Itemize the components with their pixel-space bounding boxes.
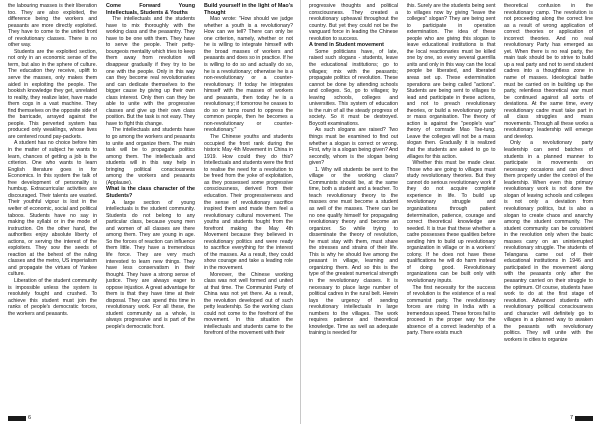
body-paragraph: progressive thoughts and political consciousness. They created a revolutionary upheaval throughout the country. But yet they could not be the vanguard force in leading the Chinese revolution to success.: [309, 3, 398, 42]
body-paragraph: Some politicians have, of late, raised such slogans - students, leave the educational institutions; go to villages; mix with the peasants; propagate politics of revolution. These cannot be done by attending schools and colleges. So, go to villages; by leaving schools, colleges and universities. This system of education is the ruin of all the steady progress of society. So it must be destroyed. Boycott examinations.: [309, 48, 398, 127]
body-paragraph: A large section of young intellectuals is the student community. Students do not belong to any particular class, because young men and women of all classes are there among them. They are young in age. So the forces of reaction can influence them little. They have a tremendous life force. They are very much interested to learn new things. They have less conservatism in their thought. They have a strong sense of justice. They are always eager to oppose injustice. A great advantage for them is that they have time at their disposal. They can spend this time in revolutionary work. For all these, the student community as a whole, is always progressive and is part of the people's democratic front.: [106, 199, 195, 330]
right-column-3: [504, 3, 593, 408]
body-paragraph: The intellectuals and students have to go among the workers and peasants to unite and organize them. The main task will be to propagate politics among them. The intellectuals and students will in this way help in bringing political consciousness among the workers and peasants (Applause).: [106, 127, 195, 186]
right-column-2: [407, 3, 496, 408]
body-paragraph: this. Surely are the students being sent to villages now by giving "leave the colleges" slogan? They are being sent to participate in operation extermination. The idea of these people who are giving this slogan to leave educational institutions is that the local reactionaries must be killed one by one, so every several guerrilla units and only in this way can the local people be liberated, and liberated areas set up. These extermination operations are being called "actions". Students are being sent to villages to lead and participate in these actions, and not to preach revolutionary theories, or build a revolutionary party or mass organisation. The theory of action is against the "people's war" theory of comrade Mao Tse-tung. Leave the colleges will not be a mass slogan then. Gradually it is realized that the students are asked to go to villages for this action.: [406, 3, 496, 160]
body-paragraph: As such slogans are raised? Two things must be examined to find out whether a slogan is correct or wrong. First, why is a slogan being given? And secondly, whom is the slogan being given?: [309, 127, 398, 167]
section-heading: Come Forward Young Intellectuals, Students & Youths: [106, 3, 195, 16]
left-page-number: [8, 415, 31, 421]
right-page-columns: [309, 3, 593, 408]
right-page-number: [570, 415, 593, 421]
right-page: [300, 0, 600, 424]
body-paragraph: theoretical confusion in the revolutionary camp. The revolution is not proceeding along the correct line as a result of wrong application of correct theories or application of incorrect theories. And no real revolutionary Party has emerged as yet. When there is no real party, the main task should be to strive to build up a real party and not to send student cadres into a thoughtless zone in name of masses. Ideological battle must be carried on in building up the party, relentless theoretical war must be continued against all sorts of deviations. At the same time, every revolutionary cadre must take part in all class struggles and mass movements. Through all these works a revolutionary leadership will emerge and develop.: [504, 3, 593, 140]
body-paragraph: The intellectuals and the students have to mix thoroughly with the working class and the peasantry. They have to be one with them. They have to serve the people. Their petty-bourgeois mentality which tries to keep them away from revolution will disappear gradually if they try to be one with the people. Only in this way can they become real revolutionaries and can dedicate themselves to the bigger cause by giving up their own class interest. Only then can they be able to unite with the progressive classes and give up their own class position. But the task is not easy. They have to fight this change.: [106, 16, 195, 127]
body-paragraph: A student has no choice before him in the matter of subject he wants to learn, chances of getting a job is the criterion. One who wants to learn English literature goes in for Economics. In this system the talk of free development of personality is humbug. Extracurricular activities are discouraged. Their talents are wasted. Their youthful vigour is lost in the welter of economic, social and political taboos. Students have no say in making the syllabi or in the mode of instruction. On the other hand, the authorities enjoy absolute liberty of actions, or serving the interest of the exploiters. They sow the seeds of reaction at the behest of the ruling classes and the metro, US imperialism and propagate the virtues of Yankee culture.: [8, 140, 97, 278]
body-paragraph: Liberation of the student community is impossible unless the system is resolutely fought and crushed. To achieve this student must join the ranks of people's democratic forces, the workers and peasants.: [8, 277, 97, 317]
section-heading: Build yourself in the light of Mao's Thought: [204, 3, 293, 16]
section-heading: What is the class character of the Students?: [106, 186, 195, 199]
body-paragraph: Only a revolutionary party leadership can send batches of students in a planned manner to participate in movements on necessary occasions and can direct them properly under the control of the leadership. When even this primary revolutionary work is not done the slogan of leaving schools and colleges is not only a deviation from revolutionary politics, but is also a slogan to create chaos and anarchy among the student community. The student community can be consistent in the revolution only when the basic masses carry on an uninterrupted revolutionary struggle. The students of Telangana came out of their educational institutions in 1946 and participated in the movement along with the peasants only after the peasantry carried on their struggle to the optimum. Of course, students have work to do at the first stage of revolution. Advanced students with revolutionary political consciousness and character will definitely go to villages in a planned way to awaken the peasants with revolutionary politics. They will unite with the workers in cities to organize: [504, 140, 593, 343]
left-page-columns: [8, 3, 293, 408]
body-paragraph: 1. Why will students be sent to the village or the working class? Communists should be, at the same time, both a student and a teacher. To teach revolutionary theory to the masses one must become a student as well of the masses. There can be no one qualify himself for propagating revolutionary theory and become an organizer. So while trying to disseminate the theory of revolution, he must stay with them, must share the stresses and strains of their life. This is why he should live among the peasant in village, learning and organizing them. And so this is the type of the greatest numerical strength in the revolutionary classes. It is necessary to place large number of political cadres in the rural belt. Herein lays the urgency of sending revolutionary intellectuals in large numbers to the villages. The work requires patience and theoretical knowledge. Time as well as adequate training is needed for: [309, 166, 398, 337]
right-column-1: [309, 3, 398, 408]
page-number-text: 6: [28, 415, 32, 421]
body-paragraph: Mao wrote: "How should we judge whether a youth is a revolutionary? How can we tell? There can only be one criterion, namely, whether or not he is willing to integrate himself with the broad masses of workers and peasants and does so in practice. If he is willing to do so and actually do so, he is a revolutionary; otherwise he is a non-revolutionary or a counter-revolutionary. If today he integrates himself with the masses of workers and peasants, then today he is a revolutionary; if tomorrow he ceases to do so or turns round to oppress the common people, then he becomes a non-revolutionary or counter-revolutionary.": [204, 16, 293, 134]
left-column-2: [106, 3, 195, 408]
body-paragraph: the labouring masses is their liberation too. They are also exploited, the difference being the workers and peasants are more directly exploited. They have to come to the united front of revolutionary classes. There is no other way.: [8, 3, 97, 49]
body-paragraph: The Chinese youths and students occupied the front rank during the historic May 4th Movement in China in 1919. How could they do this? Intellectuals and students were the first to realise the need for a revolution to be freed from the yoke of exploitation, as they possessed some progressive consciousness, derived from their education. Their progressiveness and the sense of revolutionary sacrifice inspired them and made them feel a revolutionary cultural movement. The youths and students fought from the forefront making the May 4th Movement because they believed in revolutionary politics and were ready to sacrifice everything for the interest of the masses. As a result, they could show courage and take a leading role in the movement.: [204, 134, 293, 271]
body-paragraph: Moreover, the Chinese working class was not well formed and united at that time. The Communist Party of China was not yet there. As a result, the revolution developed out of such petty leadership. So the working class could not come to the forefront of the movement. In this situation the intellectuals and students came to the forefront of the movement with their: [204, 271, 293, 337]
body-paragraph: Students are the exploited section, not only in an economic sense of the term, but also in the sphere of culture. The education they receive, uplift to serve the masses, only makes them aided in exploiting the people. The bookish knowledge they get, unrelated to reality, they realize later, have made them cogs in a vast machine. They find themselves on the opposite side of the barricade, arrayed against the people. This perverted system has produced only weaklings, whose lives are centered round pay-packets.: [8, 48, 97, 140]
body-paragraph: Whether this must be made clear. Those who are going to villages must study revolutionary theories. But they cannot do serious revolutionary work if they do not acquire complete experience in life. To build up revolutionary struggle and organizations through patient determination, patience, courage and correct theoretical knowledge are needed. It is true that these whether a cadre possesses these qualities before sending him to build up revolutionary organization in village or in a workers' colony. If he does not have these qualifications he will do harm instead of doing good. Revolutionary organizations can be built only with revolutionary inputs.: [406, 160, 496, 284]
left-column-1: [8, 3, 97, 408]
body-paragraph: The first necessity for the success of revolution is the existence of a real communist party. The revolutionary forces are rising in India with a tremendous speed. These forces fail to proceed in the proper way for the absence of a correct leadership of a party. There exists much: [406, 284, 496, 337]
page-number-text: 7: [569, 415, 573, 421]
left-column-3: [204, 3, 293, 408]
page-number-bar: [8, 416, 26, 421]
section-heading: A trend in Student movement: [309, 42, 384, 49]
page-number-bar: [575, 416, 593, 421]
